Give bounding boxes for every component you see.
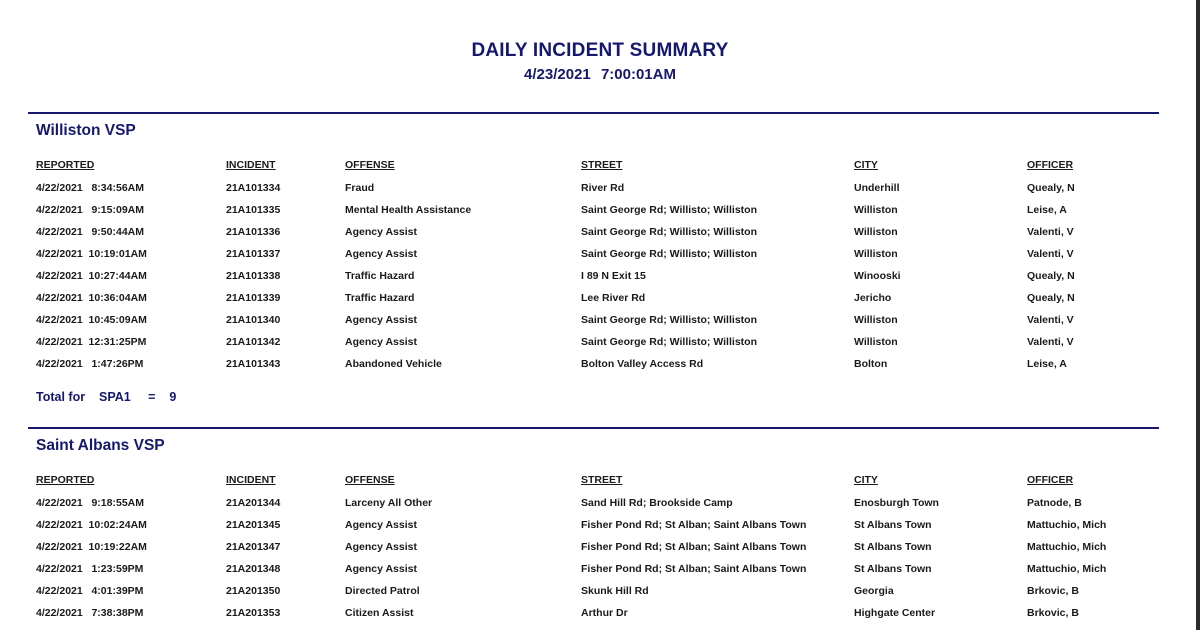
cell-street: Saint George Rd; Willisto; Williston bbox=[581, 226, 757, 238]
cell-incident: 21A101338 bbox=[226, 270, 281, 282]
cell-reported: 4/22/2021 9:50:44AM bbox=[36, 226, 144, 238]
cell-reported: 4/22/2021 9:18:55AM bbox=[36, 497, 144, 509]
cell-city: St Albans Town bbox=[854, 563, 932, 575]
cell-city: Bolton bbox=[854, 358, 888, 370]
table-row bbox=[36, 336, 1136, 352]
cell-incident: 21A201344 bbox=[226, 497, 281, 509]
cell-incident: 21A201350 bbox=[226, 585, 281, 597]
cell-incident: 21A201353 bbox=[226, 607, 281, 619]
cell-reported: 4/22/2021 12:31:25PM bbox=[36, 336, 147, 348]
cell-offense: Agency Assist bbox=[345, 226, 417, 238]
cell-officer: Quealy, N bbox=[1027, 182, 1075, 194]
cell-offense: Agency Assist bbox=[345, 314, 417, 326]
table-row bbox=[36, 519, 1136, 535]
section-title: Saint Albans VSP bbox=[36, 437, 165, 454]
column-headers bbox=[36, 159, 1136, 175]
cell-reported: 4/22/2021 10:19:22AM bbox=[36, 541, 147, 553]
cell-city: Williston bbox=[854, 314, 898, 326]
table-row bbox=[36, 563, 1136, 579]
cell-officer: Leise, A bbox=[1027, 204, 1067, 216]
cell-reported: 4/22/2021 10:19:01AM bbox=[36, 248, 147, 260]
cell-reported: 4/22/2021 4:01:39PM bbox=[36, 585, 144, 597]
col-officer: OFFICER bbox=[1027, 159, 1074, 171]
cell-officer: Mattuchio, Mich bbox=[1027, 519, 1107, 531]
cell-officer: Mattuchio, Mich bbox=[1027, 541, 1107, 553]
cell-offense: Abandoned Vehicle bbox=[345, 358, 442, 370]
col-reported: REPORTED bbox=[36, 474, 95, 486]
col-offense: OFFENSE bbox=[345, 474, 395, 486]
table-row bbox=[36, 248, 1136, 264]
cell-reported: 4/22/2021 10:27:44AM bbox=[36, 270, 147, 282]
cell-officer: Valenti, V bbox=[1027, 226, 1074, 238]
cell-city: Williston bbox=[854, 226, 898, 238]
cell-officer: Quealy, N bbox=[1027, 270, 1075, 282]
cell-street: River Rd bbox=[581, 182, 625, 194]
cell-street: Lee River Rd bbox=[581, 292, 646, 304]
cell-reported: 4/22/2021 7:38:38PM bbox=[36, 607, 144, 619]
section-williston bbox=[28, 112, 1159, 422]
cell-officer: Brkovic, B bbox=[1027, 585, 1079, 597]
cell-officer: Patnode, B bbox=[1027, 497, 1082, 509]
col-officer: OFFICER bbox=[1027, 474, 1074, 486]
cell-incident: 21A201348 bbox=[226, 563, 281, 575]
section-divider bbox=[28, 112, 1159, 114]
total-code: SPA1 bbox=[98, 390, 131, 404]
col-reported: REPORTED bbox=[36, 159, 95, 171]
cell-officer: Valenti, V bbox=[1027, 248, 1074, 260]
cell-street: Fisher Pond Rd; St Alban; Saint Albans Town bbox=[581, 519, 807, 531]
cell-incident: 21A201347 bbox=[226, 541, 281, 553]
table-row bbox=[36, 314, 1136, 330]
cell-offense: Agency Assist bbox=[345, 563, 417, 575]
cell-city: Jericho bbox=[854, 292, 892, 304]
cell-city: Williston bbox=[854, 204, 898, 216]
cell-reported: 4/22/2021 1:47:26PM bbox=[36, 358, 144, 370]
cell-city: Winooski bbox=[854, 270, 901, 282]
col-incident: INCIDENT bbox=[226, 159, 276, 171]
cell-offense: Agency Assist bbox=[345, 248, 417, 260]
table-row bbox=[36, 358, 1136, 374]
cell-city: St Albans Town bbox=[854, 519, 932, 531]
col-city: CITY bbox=[854, 474, 878, 486]
cell-offense: Citizen Assist bbox=[345, 607, 414, 619]
cell-offense: Traffic Hazard bbox=[345, 292, 415, 304]
cell-incident: 21A101340 bbox=[226, 314, 281, 326]
cell-reported: 4/22/2021 9:15:09AM bbox=[36, 204, 144, 216]
cell-street: Arthur Dr bbox=[581, 607, 628, 619]
table-row bbox=[36, 204, 1136, 220]
table-row bbox=[36, 541, 1136, 557]
cell-incident: 21A101342 bbox=[226, 336, 281, 348]
table-row bbox=[36, 607, 1136, 623]
cell-street: I 89 N Exit 15 bbox=[581, 270, 646, 282]
report-title: DAILY INCIDENT SUMMARY bbox=[471, 40, 729, 61]
cell-incident: 21A101337 bbox=[226, 248, 281, 260]
cell-offense: Agency Assist bbox=[345, 541, 417, 553]
cell-offense: Fraud bbox=[345, 182, 375, 194]
table-row bbox=[36, 226, 1136, 242]
col-incident: INCIDENT bbox=[226, 474, 276, 486]
page-edge bbox=[1196, 0, 1200, 630]
cell-street: Fisher Pond Rd; St Alban; Saint Albans Town bbox=[581, 541, 807, 553]
cell-incident: 21A101335 bbox=[226, 204, 281, 216]
section-title: Williston VSP bbox=[36, 122, 136, 139]
cell-city: Williston bbox=[854, 336, 898, 348]
cell-street: Bolton Valley Access Rd bbox=[581, 358, 704, 370]
cell-street: Skunk Hill Rd bbox=[581, 585, 649, 597]
section-divider bbox=[28, 427, 1159, 429]
cell-street: Fisher Pond Rd; St Alban; Saint Albans Town bbox=[581, 563, 807, 575]
report-timestamp bbox=[0, 66, 1200, 83]
cell-reported: 4/22/2021 1:23:59PM bbox=[36, 563, 144, 575]
report-date: 4/23/2021 bbox=[524, 66, 591, 83]
cell-city: Underhill bbox=[854, 182, 900, 194]
col-offense: OFFENSE bbox=[345, 159, 395, 171]
cell-city: St Albans Town bbox=[854, 541, 932, 553]
cell-officer: Mattuchio, Mich bbox=[1027, 563, 1107, 575]
cell-officer: Leise, A bbox=[1027, 358, 1067, 370]
cell-offense: Larceny All Other bbox=[345, 497, 433, 509]
cell-city: Highgate Center bbox=[854, 607, 936, 619]
cell-offense: Directed Patrol bbox=[345, 585, 420, 597]
cell-street: Sand Hill Rd; Brookside Camp bbox=[581, 497, 733, 509]
cell-reported: 4/22/2021 10:45:09AM bbox=[36, 314, 147, 326]
table-row bbox=[36, 270, 1136, 286]
total-equals: = bbox=[148, 390, 156, 404]
cell-incident: 21A201345 bbox=[226, 519, 281, 531]
cell-offense: Agency Assist bbox=[345, 336, 417, 348]
col-street: STREET bbox=[581, 474, 623, 486]
col-street: STREET bbox=[581, 159, 623, 171]
cell-incident: 21A101339 bbox=[226, 292, 281, 304]
cell-offense: Mental Health Assistance bbox=[345, 204, 472, 216]
table-row bbox=[36, 292, 1136, 308]
cell-officer: Valenti, V bbox=[1027, 336, 1074, 348]
cell-city: Williston bbox=[854, 248, 898, 260]
cell-incident: 21A101334 bbox=[226, 182, 281, 194]
cell-offense: Agency Assist bbox=[345, 519, 417, 531]
cell-street: Saint George Rd; Willisto; Williston bbox=[581, 314, 757, 326]
report-time: 7:00:01AM bbox=[600, 66, 676, 83]
cell-city: Georgia bbox=[854, 585, 894, 597]
column-headers bbox=[36, 474, 1136, 490]
cell-officer: Valenti, V bbox=[1027, 314, 1074, 326]
cell-reported: 4/22/2021 8:34:56AM bbox=[36, 182, 144, 194]
cell-incident: 21A101336 bbox=[226, 226, 281, 238]
cell-reported: 4/22/2021 10:02:24AM bbox=[36, 519, 147, 531]
cell-street: Saint George Rd; Willisto; Williston bbox=[581, 248, 757, 260]
cell-incident: 21A101343 bbox=[226, 358, 281, 370]
total-label: Total for bbox=[36, 390, 86, 404]
cell-street: Saint George Rd; Willisto; Williston bbox=[581, 204, 757, 216]
table-row bbox=[36, 585, 1136, 601]
table-row bbox=[36, 497, 1136, 513]
section-saint-albans bbox=[28, 427, 1159, 630]
cell-offense: Traffic Hazard bbox=[345, 270, 415, 282]
col-city: CITY bbox=[854, 159, 878, 171]
cell-reported: 4/22/2021 10:36:04AM bbox=[36, 292, 147, 304]
cell-officer: Brkovic, B bbox=[1027, 607, 1079, 619]
section-total bbox=[36, 390, 176, 404]
total-count: 9 bbox=[169, 390, 177, 404]
cell-officer: Quealy, N bbox=[1027, 292, 1075, 304]
cell-street: Saint George Rd; Willisto; Williston bbox=[581, 336, 757, 348]
table-row bbox=[36, 182, 1136, 198]
cell-city: Enosburgh Town bbox=[854, 497, 939, 509]
